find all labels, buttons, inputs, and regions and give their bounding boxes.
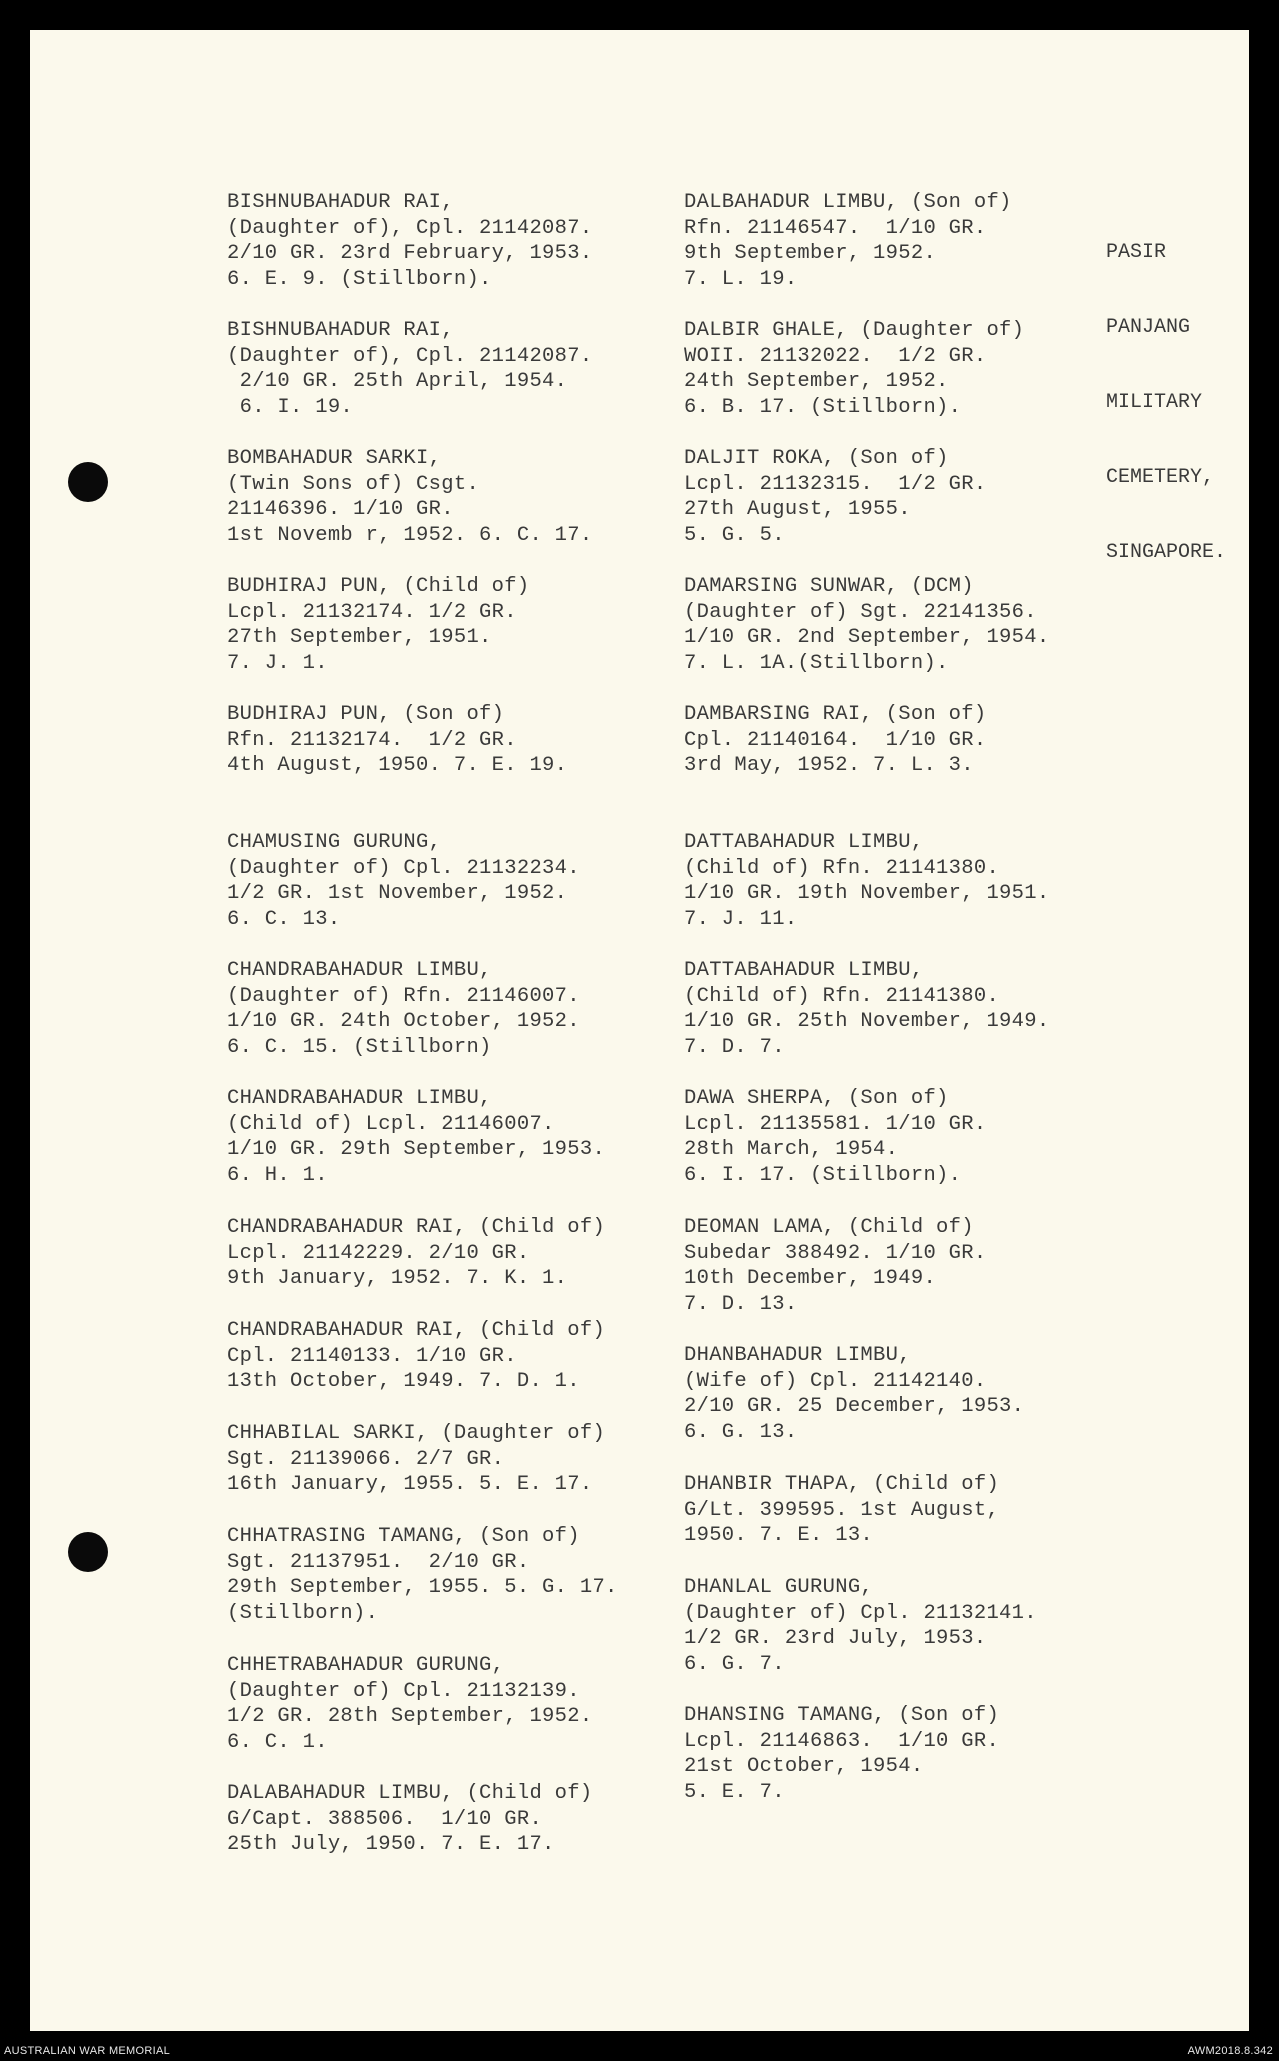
cemetery-label [1106, 190, 1226, 615]
record-line: 6. H. 1. [227, 1163, 328, 1187]
record-line: 7. D. 7. [684, 1035, 785, 1059]
record-entry [227, 190, 592, 292]
record-line: 4th August, 1950. 7. E. 19. [227, 754, 568, 777]
record-line: 7. L. 19. [684, 267, 798, 291]
record-line: 7. D. 13. [684, 1292, 798, 1316]
record-line: Cpl. 21140164. 1/10 GR. [684, 728, 987, 752]
record-line: CHANDRABAHADUR LIMBU, [227, 1087, 492, 1110]
record-line: DHANLAL GURUNG, [684, 1576, 874, 1599]
record-line: 7. L. 1A.(Stillborn). [684, 651, 949, 675]
record-entry [227, 1086, 605, 1188]
record-line: 6. I. 17. (Stillborn). [684, 1163, 962, 1187]
footer-reference: AWM2018.8.342 [1187, 2045, 1273, 2057]
record-line: (Daughter of) Cpl. 21132234. [227, 856, 580, 880]
record-line: 1/2 GR. 1st November, 1952. [227, 882, 568, 905]
record-line: 5. G. 5. [684, 523, 785, 547]
record-entry [684, 318, 1024, 420]
record-entry [227, 574, 529, 676]
record-line: DALBAHADUR LIMBU, (Son of) [684, 191, 1012, 214]
record-entry [227, 702, 567, 779]
record-line: Sgt. 21139066. 2/7 GR. [227, 1447, 505, 1471]
record-line: 6. G. 13. [684, 1420, 798, 1444]
record-line: Lcpl. 21135581. 1/10 GR. [684, 1112, 987, 1136]
record-line: DEOMAN LAMA, (Child of) [684, 1216, 974, 1239]
cemetery-line: SINGAPORE. [1106, 541, 1227, 564]
record-line: Cpl. 21140133. 1/10 GR. [227, 1344, 517, 1368]
record-line: 2/10 GR. 23rd February, 1953. [227, 242, 593, 265]
record-line: CHANDRABAHADUR RAI, (Child of) [227, 1319, 606, 1342]
record-line: (Daughter of), Cpl. 21142087. [227, 216, 593, 240]
cemetery-line: CEMETERY, [1106, 466, 1215, 489]
record-line: BOMBAHADUR SARKI, [227, 447, 442, 470]
record-entry [227, 1653, 592, 1755]
record-line: 21146396. 1/10 GR. [227, 498, 454, 521]
record-line: (Daughter of) Sgt. 22141356. [684, 600, 1037, 624]
record-line: 27th September, 1951. [227, 626, 492, 649]
record-line: DAMBARSING RAI, (Son of) [684, 703, 987, 726]
record-entry [684, 830, 1049, 932]
cemetery-line: PASIR [1106, 241, 1167, 264]
record-line: DATTABAHADUR LIMBU, [684, 959, 924, 982]
record-entry [684, 190, 1012, 292]
record-line: WOII. 21132022. 1/2 GR. [684, 344, 987, 368]
record-line: 1/10 GR. 19th November, 1951. [684, 882, 1050, 905]
record-line: 3rd May, 1952. 7. L. 3. [684, 754, 974, 777]
record-entry [227, 1421, 605, 1498]
record-line: CHAMUSING GURUNG, [227, 831, 442, 854]
record-line: (Daughter of), Cpl. 21142087. [227, 344, 593, 368]
record-line: (Wife of) Cpl. 21142140. [684, 1369, 987, 1393]
record-entry [227, 446, 592, 548]
record-line: 1/10 GR. 29th September, 1953. [227, 1138, 606, 1161]
punch-hole-bottom [68, 1532, 108, 1572]
record-line: (Daughter of) Cpl. 21132141. [684, 1601, 1037, 1625]
record-entry [227, 1215, 605, 1292]
record-line: 6. I. 19. [227, 395, 354, 419]
record-line: DHANBIR THAPA, (Child of) [684, 1473, 1000, 1496]
record-line: CHHABILAL SARKI, (Daughter of) [227, 1422, 606, 1445]
record-entry [684, 1343, 1024, 1445]
record-line: Rfn. 21132174. 1/2 GR. [227, 728, 517, 752]
record-line: 2/10 GR. 25 December, 1953. [684, 1395, 1025, 1418]
record-line: 29th September, 1955. 5. G. 17. [227, 1576, 618, 1599]
record-line: DALABAHADUR LIMBU, (Child of) [227, 1782, 593, 1805]
record-line: DALJIT ROKA, (Son of) [684, 447, 949, 470]
record-line: Lcpl. 21142229. 2/10 GR. [227, 1241, 530, 1265]
record-line: Sgt. 21137951. 2/10 GR. [227, 1550, 530, 1574]
record-line: Lcpl. 21132174. 1/2 GR. [227, 600, 517, 624]
record-entry [684, 446, 986, 548]
record-line: BUDHIRAJ PUN, (Son of) [227, 703, 505, 726]
record-line: 1/2 GR. 28th September, 1952. [227, 1705, 593, 1728]
record-line: 6. E. 9. (Stillborn). [227, 267, 492, 291]
record-entry [227, 1781, 592, 1858]
record-line: 1st Novemb r, 1952. 6. C. 17. [227, 523, 593, 547]
record-line: 2/10 GR. 25th April, 1954. [227, 370, 568, 393]
record-line: 6. C. 15. (Stillborn) [227, 1035, 492, 1059]
record-line: Lcpl. 21146863. 1/10 GR. [684, 1729, 1000, 1753]
record-line: 9th September, 1952. [684, 242, 937, 265]
record-entry [227, 958, 580, 1060]
record-line: (Daughter of) Cpl. 21132139. [227, 1679, 580, 1703]
record-line: 6. C. 13. [227, 907, 341, 931]
record-line: 25th July, 1950. 7. E. 17. [227, 1833, 555, 1856]
record-line: DHANBAHADUR LIMBU, [684, 1344, 911, 1367]
record-entry [227, 318, 592, 420]
record-line: 9th January, 1952. 7. K. 1. [227, 1267, 568, 1290]
record-line: CHANDRABAHADUR LIMBU, [227, 959, 492, 982]
record-line: 13th October, 1949. 7. D. 1. [227, 1370, 580, 1393]
record-line: 6. B. 17. (Stillborn). [684, 395, 962, 419]
record-entry [684, 1703, 999, 1805]
record-line: 10th December, 1949. [684, 1267, 937, 1290]
cemetery-line: MILITARY [1106, 391, 1203, 414]
record-entry [684, 702, 986, 779]
record-line: BISHNUBAHADUR RAI, [227, 191, 454, 214]
record-entry [684, 1472, 999, 1549]
record-entry [684, 1086, 986, 1188]
record-line: BISHNUBAHADUR RAI, [227, 319, 454, 342]
record-entry [684, 958, 1049, 1060]
record-line: CHANDRABAHADUR RAI, (Child of) [227, 1216, 606, 1239]
record-entry [684, 1575, 1037, 1677]
record-line: BUDHIRAJ PUN, (Child of) [227, 575, 530, 598]
record-line: Rfn. 21146547. 1/10 GR. [684, 216, 987, 240]
record-line: DHANSING TAMANG, (Son of) [684, 1704, 1000, 1727]
footer-institution: AUSTRALIAN WAR MEMORIAL [4, 2045, 171, 2057]
record-line: 27th August, 1955. [684, 498, 911, 521]
record-line: DALBIR GHALE, (Daughter of) [684, 319, 1025, 342]
record-line: (Child of) Rfn. 21141380. [684, 856, 1000, 880]
record-line: 1950. 7. E. 13. [684, 1524, 874, 1547]
record-line: 1/10 GR. 2nd September, 1954. [684, 626, 1050, 649]
record-line: 6. C. 1. [227, 1730, 328, 1754]
record-entry [227, 830, 580, 932]
record-line: 1/10 GR. 24th October, 1952. [227, 1010, 580, 1033]
record-line: CHHATRASING TAMANG, (Son of) [227, 1525, 580, 1548]
record-entry [227, 1524, 618, 1626]
document-page [30, 30, 1249, 2031]
record-line: (Twin Sons of) Csgt. [227, 472, 480, 496]
record-line: (Child of) Lcpl. 21146007. [227, 1112, 555, 1136]
record-line: G/Lt. 399595. 1st August, [684, 1498, 1000, 1522]
record-line: 7. J. 11. [684, 907, 798, 931]
record-line: Lcpl. 21132315. 1/2 GR. [684, 472, 987, 496]
record-entry [227, 1318, 605, 1395]
punch-hole-top [68, 462, 108, 502]
record-line: DAWA SHERPA, (Son of) [684, 1087, 949, 1110]
record-line: 7. J. 1. [227, 651, 328, 675]
record-line: Subedar 388492. 1/10 GR. [684, 1241, 987, 1265]
cemetery-line: PANJANG [1106, 316, 1191, 339]
record-line: 21st October, 1954. [684, 1755, 924, 1778]
record-line: (Daughter of) Rfn. 21146007. [227, 984, 580, 1008]
record-line: 6. G. 7. [684, 1652, 785, 1676]
record-line: CHHETRABAHADUR GURUNG, [227, 1654, 505, 1677]
record-line: (Child of) Rfn. 21141380. [684, 984, 1000, 1008]
record-line: 1/2 GR. 23rd July, 1953. [684, 1627, 987, 1650]
record-entry [684, 574, 1049, 676]
record-line: 1/10 GR. 25th November, 1949. [684, 1010, 1050, 1033]
record-entry [684, 1215, 986, 1317]
record-line: 5. E. 7. [684, 1780, 785, 1804]
record-line: 16th January, 1955. 5. E. 17. [227, 1473, 593, 1496]
record-line: (Stillborn). [227, 1601, 379, 1625]
record-line: 28th March, 1954. [684, 1138, 899, 1161]
record-line: 24th September, 1952. [684, 370, 949, 393]
record-line: G/Capt. 388506. 1/10 GR. [227, 1807, 543, 1831]
record-line: DAMARSING SUNWAR, (DCM) [684, 575, 974, 598]
record-line: DATTABAHADUR LIMBU, [684, 831, 924, 854]
